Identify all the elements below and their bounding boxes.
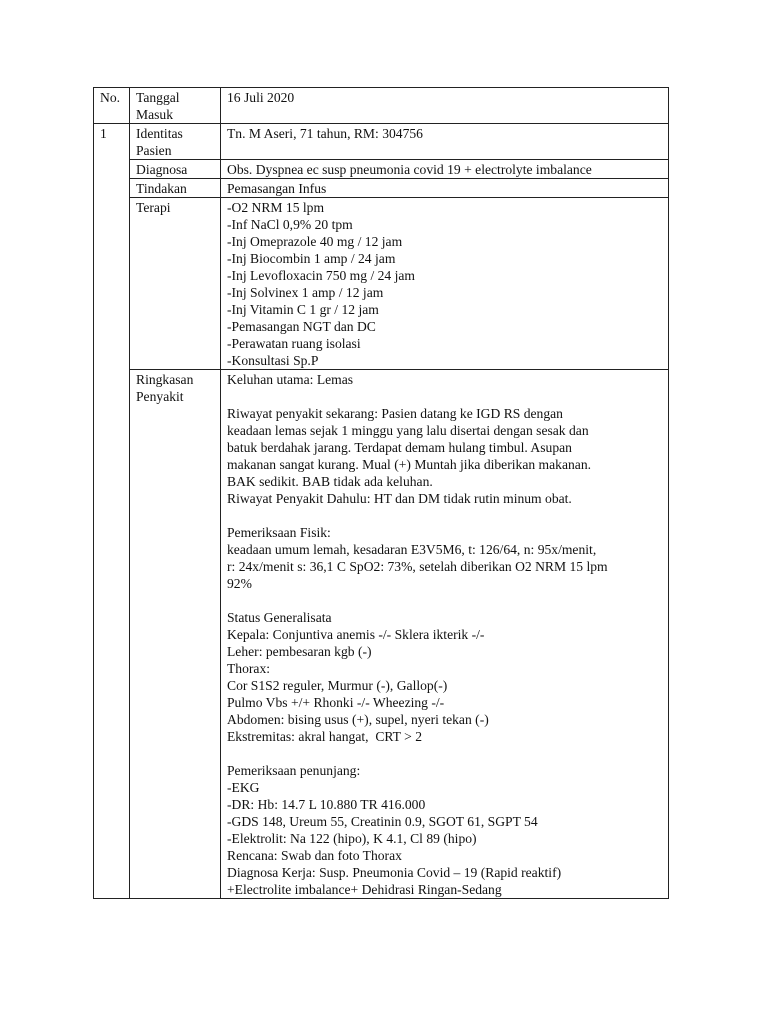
status-item: Thorax: — [227, 661, 271, 676]
status-item: Ekstremitas: akral hangat, CRT > 2 — [227, 729, 422, 744]
terapi-item: -Inj Levofloxacin 750 mg / 24 jam — [227, 268, 416, 283]
pemeriksaan-fisik-text: keadaan umum lemah, kesadaran E3V5M6, t: 126/64, n: 95x/menit, r: 24x/menit s: 36,1 C SpO2: 73%, setelah diberikan O2 NRM 15 lpm 92% — [227, 542, 608, 591]
status-item: Cor S1S2 reguler, Murmur (-), Gallop(-) — [227, 678, 448, 693]
penunjang-item: -DR: Hb: 14.7 L 10.880 TR 416.000 — [227, 797, 426, 812]
terapi-item: -O2 NRM 15 lpm — [227, 200, 325, 215]
penunjang-item: -EKG — [227, 780, 260, 795]
terapi-item: -Perawatan ruang isolasi — [227, 336, 361, 351]
patient-record-table — [93, 87, 669, 899]
diagnosa-kerja: Diagnosa Kerja: Susp. Pneumonia Covid – 19 (Rapid reaktif) +Electrolite imbalance+ Dehidrasi Ringan-Sedang — [227, 865, 562, 897]
row-number: 1 — [94, 124, 130, 899]
spacer — [227, 388, 662, 405]
status-item: Abdomen: bising usus (+), supel, nyeri tekan (-) — [227, 712, 489, 727]
header-tanggal-masuk-label: Tanggal Masuk — [130, 88, 221, 124]
tindakan-value: Pemasangan Infus — [221, 179, 669, 198]
header-row — [94, 88, 669, 124]
terapi-row — [94, 198, 669, 370]
riwayat-penyakit-dahulu: Riwayat Penyakit Dahulu: HT dan DM tidak rutin minum obat. — [227, 491, 572, 506]
terapi-item: -Konsultasi Sp.P — [227, 353, 319, 368]
status-item: Pulmo Vbs +/+ Rhonki -/- Wheezing -/- — [227, 695, 445, 710]
identitas-label: Identitas Pasien — [130, 124, 221, 160]
keluhan-utama: Keluhan utama: Lemas — [227, 372, 354, 387]
diagnosa-label: Diagnosa — [130, 160, 221, 179]
header-tanggal-masuk-value: 16 Juli 2020 — [221, 88, 669, 124]
spacer — [227, 592, 662, 609]
diagnosa-row — [94, 160, 669, 179]
ringkasan-content — [221, 370, 669, 899]
penunjang-item: -GDS 148, Ureum 55, Creatinin 0.9, SGOT 61, SGPT 54 — [227, 814, 538, 829]
document-page — [93, 87, 668, 899]
tindakan-label: Tindakan — [130, 179, 221, 198]
identitas-row — [94, 124, 669, 160]
terapi-item: -Inj Solvinex 1 amp / 12 jam — [227, 285, 384, 300]
header-no: No. — [94, 88, 130, 124]
terapi-item: -Inj Biocombin 1 amp / 24 jam — [227, 251, 396, 266]
identitas-value: Tn. M Aseri, 71 tahun, RM: 304756 — [221, 124, 669, 160]
terapi-item: -Inf NaCl 0,9% 20 tpm — [227, 217, 353, 232]
status-item: Kepala: Conjuntiva anemis -/- Sklera ikterik -/- — [227, 627, 485, 642]
terapi-label: Terapi — [130, 198, 221, 370]
pemeriksaan-penunjang-title: Pemeriksaan penunjang: — [227, 763, 361, 778]
spacer — [227, 507, 662, 524]
spacer — [227, 745, 662, 762]
rencana: Rencana: Swab dan foto Thorax — [227, 848, 402, 863]
terapi-item: -Inj Omeprazole 40 mg / 12 jam — [227, 234, 403, 249]
tindakan-row — [94, 179, 669, 198]
status-item: Leher: pembesaran kgb (-) — [227, 644, 372, 659]
terapi-item: -Inj Vitamin C 1 gr / 12 jam — [227, 302, 379, 317]
penunjang-item: -Elektrolit: Na 122 (hipo), K 4.1, Cl 89 (hipo) — [227, 831, 477, 846]
pemeriksaan-fisik-title: Pemeriksaan Fisik: — [227, 525, 331, 540]
status-generalisata-title: Status Generalisata — [227, 610, 332, 625]
diagnosa-value: Obs. Dyspnea ec susp pneumonia covid 19 + electrolyte imbalance — [221, 160, 669, 179]
terapi-list — [221, 198, 669, 370]
ringkasan-row — [94, 370, 669, 899]
ringkasan-label: Ringkasan Penyakit — [130, 370, 221, 899]
terapi-item: -Pemasangan NGT dan DC — [227, 319, 376, 334]
riwayat-penyakit-sekarang: Riwayat penyakit sekarang: Pasien datang ke IGD RS dengan keadaan lemas sejak 1 minggu yang lalu disertai dengan sesak dan batuk berdahak jarang. Terdapat demam hulang timbul. Asupan makanan sangat kurang. Mual (+) Muntah jika diberikan makanan. BAK sedikit. BAB tidak ada keluhan. — [227, 406, 592, 489]
